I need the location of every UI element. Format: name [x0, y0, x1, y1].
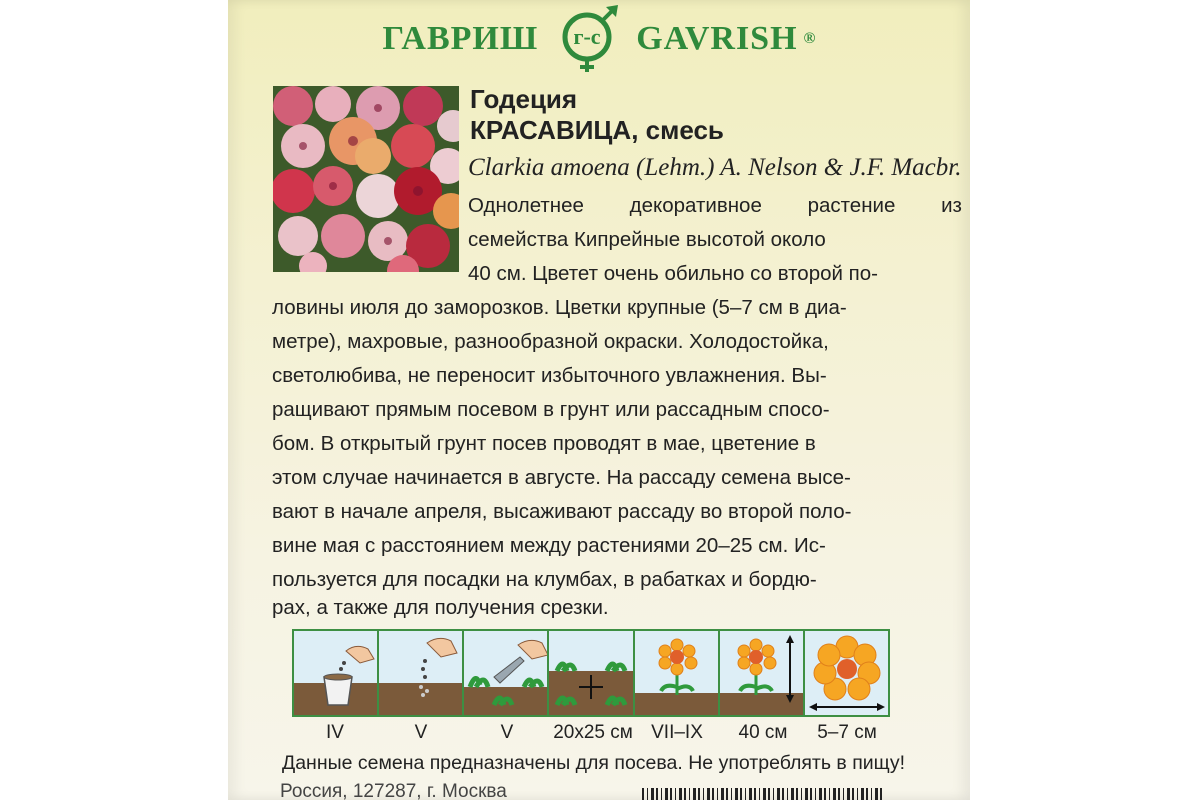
registered-mark: ® — [803, 30, 816, 47]
description-line: вине мая с расстоянием между растениями 20–25 см. Ис- — [272, 534, 826, 557]
brand-name-ru: ГАВРИШ — [382, 20, 539, 57]
warning-text: Данные семена предназначены для посева. Не употреблять в пищу! — [282, 752, 906, 774]
description-line: ловины июля до заморозков. Цветки крупные (5–7 см в диа- — [272, 296, 847, 319]
seed-packet — [228, 0, 970, 800]
sowing-seeds-icon — [379, 631, 464, 715]
description-line: светолюбива, не переносит избыточного увлажнения. Вы- — [272, 364, 827, 387]
manufacturer-address: Россия, 127287, г. Москва — [280, 781, 507, 800]
description-line — [468, 194, 962, 218]
description-line: рах, а также для получения срезки. — [272, 596, 609, 619]
description-word: растение — [807, 194, 896, 217]
description-line: пользуется для посадки на клумбах, в рабатках и бордю- — [272, 568, 817, 591]
plant-spacing-icon — [549, 631, 634, 715]
flower-diameter-icon — [805, 631, 888, 715]
product-title-line2: КРАСАВИЦА, смесь — [470, 115, 724, 145]
stage-label: VII–IX — [651, 722, 703, 743]
stage-label: 40 см — [738, 722, 788, 743]
stage-label: IV — [326, 722, 344, 743]
growing-stages-strip — [292, 629, 890, 717]
description-word: из — [941, 194, 962, 217]
description-line: 40 см. Цветет очень обильно со второй по- — [468, 262, 878, 285]
product-title-line1: Годеция — [470, 84, 578, 114]
stage-label: 5–7 см — [817, 722, 877, 743]
stage-label: V — [500, 722, 514, 743]
gavrish-logo-icon — [544, 4, 630, 74]
sowing-in-pot-icon — [294, 631, 379, 715]
description-line: бом. В открытый грунт посев проводят в мае, цветение в — [272, 432, 816, 455]
stage-label: V — [414, 722, 428, 743]
plant-height-icon — [720, 631, 805, 715]
product-title — [470, 84, 950, 146]
description-line: ращивают прямым посевом в грунт или рассадным спосо- — [272, 398, 830, 421]
barcode — [642, 788, 882, 800]
flowering-icon — [635, 631, 720, 715]
svg-text:г-с: г-с — [573, 24, 601, 49]
description-word: Однолетнее — [468, 194, 584, 217]
brand-header — [228, 4, 970, 74]
transplanting-icon — [464, 631, 549, 715]
description-line: вают в начале апреля, высаживают рассаду во второй поло- — [272, 500, 852, 523]
description-line: семейства Кипрейные высотой около — [468, 228, 826, 251]
description-line: метре), махровые, разнообразной окраски. Холодостойка, — [272, 330, 829, 353]
stage-label: 20x25 см — [553, 722, 633, 743]
product-photo — [273, 86, 459, 272]
brand-name-en: GAVRISH — [636, 20, 798, 57]
description-word: декоративное — [629, 194, 762, 217]
description-line: этом случае начинается в августе. На рассаду семена высе- — [272, 466, 851, 489]
latin-name: Clarkia amoena (Lehm.) A. Nelson & J.F. Macbr. — [468, 154, 962, 181]
